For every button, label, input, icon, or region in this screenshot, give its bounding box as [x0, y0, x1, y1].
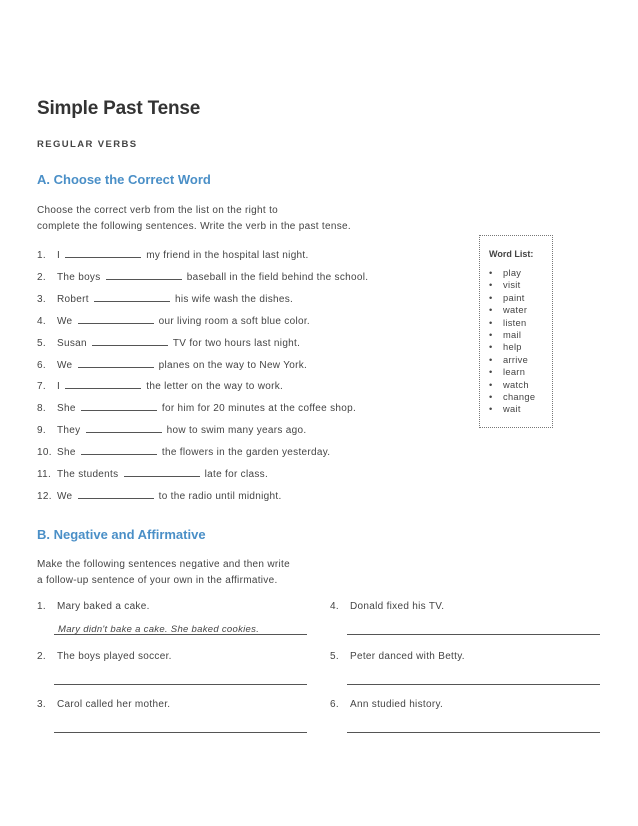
item-text-before: I	[57, 381, 61, 393]
item-text-before: We	[57, 315, 73, 327]
answer-line[interactable]	[54, 731, 307, 733]
negative-affirmative-item	[37, 699, 170, 710]
bullet-icon: •	[489, 280, 493, 291]
exercise-item	[37, 489, 282, 502]
exercise-item	[37, 401, 356, 414]
answer-blank[interactable]	[78, 489, 154, 499]
exercise-item	[37, 336, 300, 349]
item-text-after: to the radio until midnight.	[158, 490, 282, 502]
answer-blank[interactable]	[65, 248, 141, 258]
word-list-word: arrive	[503, 354, 529, 365]
item-number: 2.	[37, 271, 46, 283]
item-sentence: Peter danced with Betty.	[350, 651, 465, 662]
item-number: 4.	[330, 601, 339, 612]
section-a-instruction-line1: Choose the correct verb from the list on the right to	[37, 205, 279, 216]
word-list-word: help	[503, 342, 522, 353]
word-list-word: paint	[503, 292, 525, 303]
item-text-before: Robert	[57, 293, 89, 305]
item-text-before: They	[57, 425, 81, 437]
item-number: 4.	[37, 315, 46, 327]
item-text-after: how to swim many years ago.	[166, 425, 307, 437]
exercise-item	[37, 423, 306, 436]
word-list-word: water	[503, 305, 528, 316]
bullet-icon: •	[489, 330, 493, 341]
item-text-after: the flowers in the garden yesterday.	[161, 447, 331, 459]
item-text-before: She	[57, 447, 76, 459]
word-list-item	[480, 267, 535, 279]
item-number: 3.	[37, 699, 46, 710]
exercise-item	[37, 358, 307, 371]
item-number: 6.	[330, 699, 339, 710]
bullet-icon: •	[489, 392, 493, 403]
word-list-item	[480, 379, 535, 391]
word-list-item	[480, 366, 535, 378]
exercise-item	[37, 248, 309, 261]
item-text-after: late for class.	[204, 469, 269, 480]
item-sentence: The boys played soccer.	[57, 651, 172, 662]
item-sentence: Mary baked a cake.	[57, 601, 150, 612]
word-list-item	[480, 329, 535, 341]
bullet-icon: •	[489, 317, 493, 328]
section-a-instruction-line2: complete the following sentences. Write the verb in the past tense.	[37, 220, 351, 232]
word-list-item	[480, 403, 535, 415]
word-list-title: Word List:	[489, 249, 534, 259]
item-text-before: We	[57, 490, 73, 502]
negative-affirmative-item	[330, 601, 444, 612]
bullet-icon: •	[489, 367, 493, 378]
item-text-after: baseball in the field behind the school.	[186, 271, 369, 283]
bullet-icon: •	[489, 292, 493, 303]
item-text-after: for him for 20 minutes at the coffee shop.	[161, 403, 357, 415]
item-text-after: his wife wash the dishes.	[175, 293, 294, 305]
word-list-word: watch	[503, 379, 529, 390]
item-text-before: I	[57, 250, 61, 261]
item-text-before: The students	[57, 469, 119, 480]
answer-blank[interactable]	[81, 401, 157, 411]
word-list-item	[480, 292, 535, 304]
example-answer: Mary didn't bake a cake. She baked cookies.	[58, 624, 260, 635]
answer-blank[interactable]	[78, 358, 154, 368]
bullet-icon: •	[489, 379, 493, 390]
answer-line[interactable]	[347, 683, 600, 685]
section-b-instruction-line1: Make the following sentences negative and then write	[37, 559, 290, 570]
item-number: 2.	[37, 651, 46, 662]
exercise-item	[37, 314, 310, 327]
item-text-after: our living room a soft blue color.	[158, 315, 310, 327]
item-number: 12.	[37, 490, 52, 502]
word-list-item	[480, 391, 535, 403]
item-text-before: Susan	[57, 337, 87, 349]
exercise-item	[37, 379, 283, 392]
page-title: Simple Past Tense	[37, 98, 201, 119]
item-number: 8.	[37, 403, 46, 415]
item-text-after: planes on the way to New York.	[158, 359, 308, 371]
answer-line[interactable]	[347, 633, 600, 635]
word-list	[480, 267, 535, 416]
word-list-word: wait	[503, 404, 521, 415]
word-list-item	[480, 279, 535, 291]
word-list-box	[479, 235, 553, 428]
negative-affirmative-item	[37, 651, 172, 662]
word-list-item	[480, 317, 535, 329]
word-list-word: listen	[503, 317, 527, 328]
section-a-instructions	[37, 203, 351, 234]
negative-affirmative-item	[330, 651, 465, 662]
section-b-instructions	[37, 557, 290, 588]
item-sentence: Carol called her mother.	[57, 699, 171, 710]
word-list-item	[480, 341, 535, 353]
item-number: 1.	[37, 601, 46, 612]
word-list-item	[480, 354, 535, 366]
negative-affirmative-item	[37, 601, 150, 612]
answer-blank[interactable]	[78, 314, 154, 324]
answer-blank[interactable]	[65, 379, 141, 389]
item-sentence: Donald fixed his TV.	[350, 601, 445, 612]
answer-blank[interactable]	[81, 445, 157, 455]
answer-blank[interactable]	[94, 292, 170, 302]
bullet-icon: •	[489, 268, 493, 278]
section-b-heading: B. Negative and Affirmative	[37, 527, 206, 542]
bullet-icon: •	[489, 404, 493, 415]
answer-blank[interactable]	[92, 336, 168, 346]
item-number: 3.	[37, 293, 46, 305]
word-list-word: mail	[503, 330, 522, 341]
page-subtitle: REGULAR VERBS	[37, 139, 138, 150]
bullet-icon: •	[489, 354, 493, 365]
item-text-after: TV for two hours last night.	[172, 337, 301, 349]
word-list-word: play	[503, 268, 522, 278]
word-list-word: learn	[503, 367, 526, 378]
exercise-item	[37, 445, 330, 458]
item-number: 5.	[330, 651, 339, 662]
item-sentence: Ann studied history.	[350, 699, 444, 710]
answer-blank[interactable]	[106, 270, 182, 280]
word-list-word: visit	[503, 280, 521, 291]
item-text-before: The boys	[57, 271, 101, 283]
item-number: 6.	[37, 359, 46, 371]
answer-line[interactable]	[54, 683, 307, 685]
bullet-icon: •	[489, 342, 493, 353]
word-list-item	[480, 304, 535, 316]
item-number: 9.	[37, 425, 46, 437]
item-number: 1.	[37, 250, 46, 261]
item-text-before: She	[57, 403, 76, 415]
exercise-item	[37, 292, 293, 305]
answer-line[interactable]	[347, 731, 600, 733]
word-list-word: change	[503, 392, 536, 403]
answer-blank[interactable]	[124, 467, 200, 477]
item-number: 5.	[37, 337, 46, 349]
item-number: 10.	[37, 447, 52, 459]
negative-affirmative-item	[330, 699, 443, 710]
exercise-item	[37, 270, 368, 283]
item-text-after: the letter on the way to work.	[146, 381, 284, 393]
item-number: 7.	[37, 381, 46, 393]
section-b-instruction-line2: a follow-up sentence of your own in the affirmative.	[37, 574, 278, 586]
item-text-before: We	[57, 359, 73, 371]
exercise-item	[37, 467, 268, 480]
item-text-after: my friend in the hospital last night.	[146, 250, 309, 261]
item-number: 11.	[37, 469, 52, 480]
bullet-icon: •	[489, 305, 493, 316]
section-a-heading: A. Choose the Correct Word	[37, 172, 211, 187]
answer-blank[interactable]	[86, 423, 162, 433]
